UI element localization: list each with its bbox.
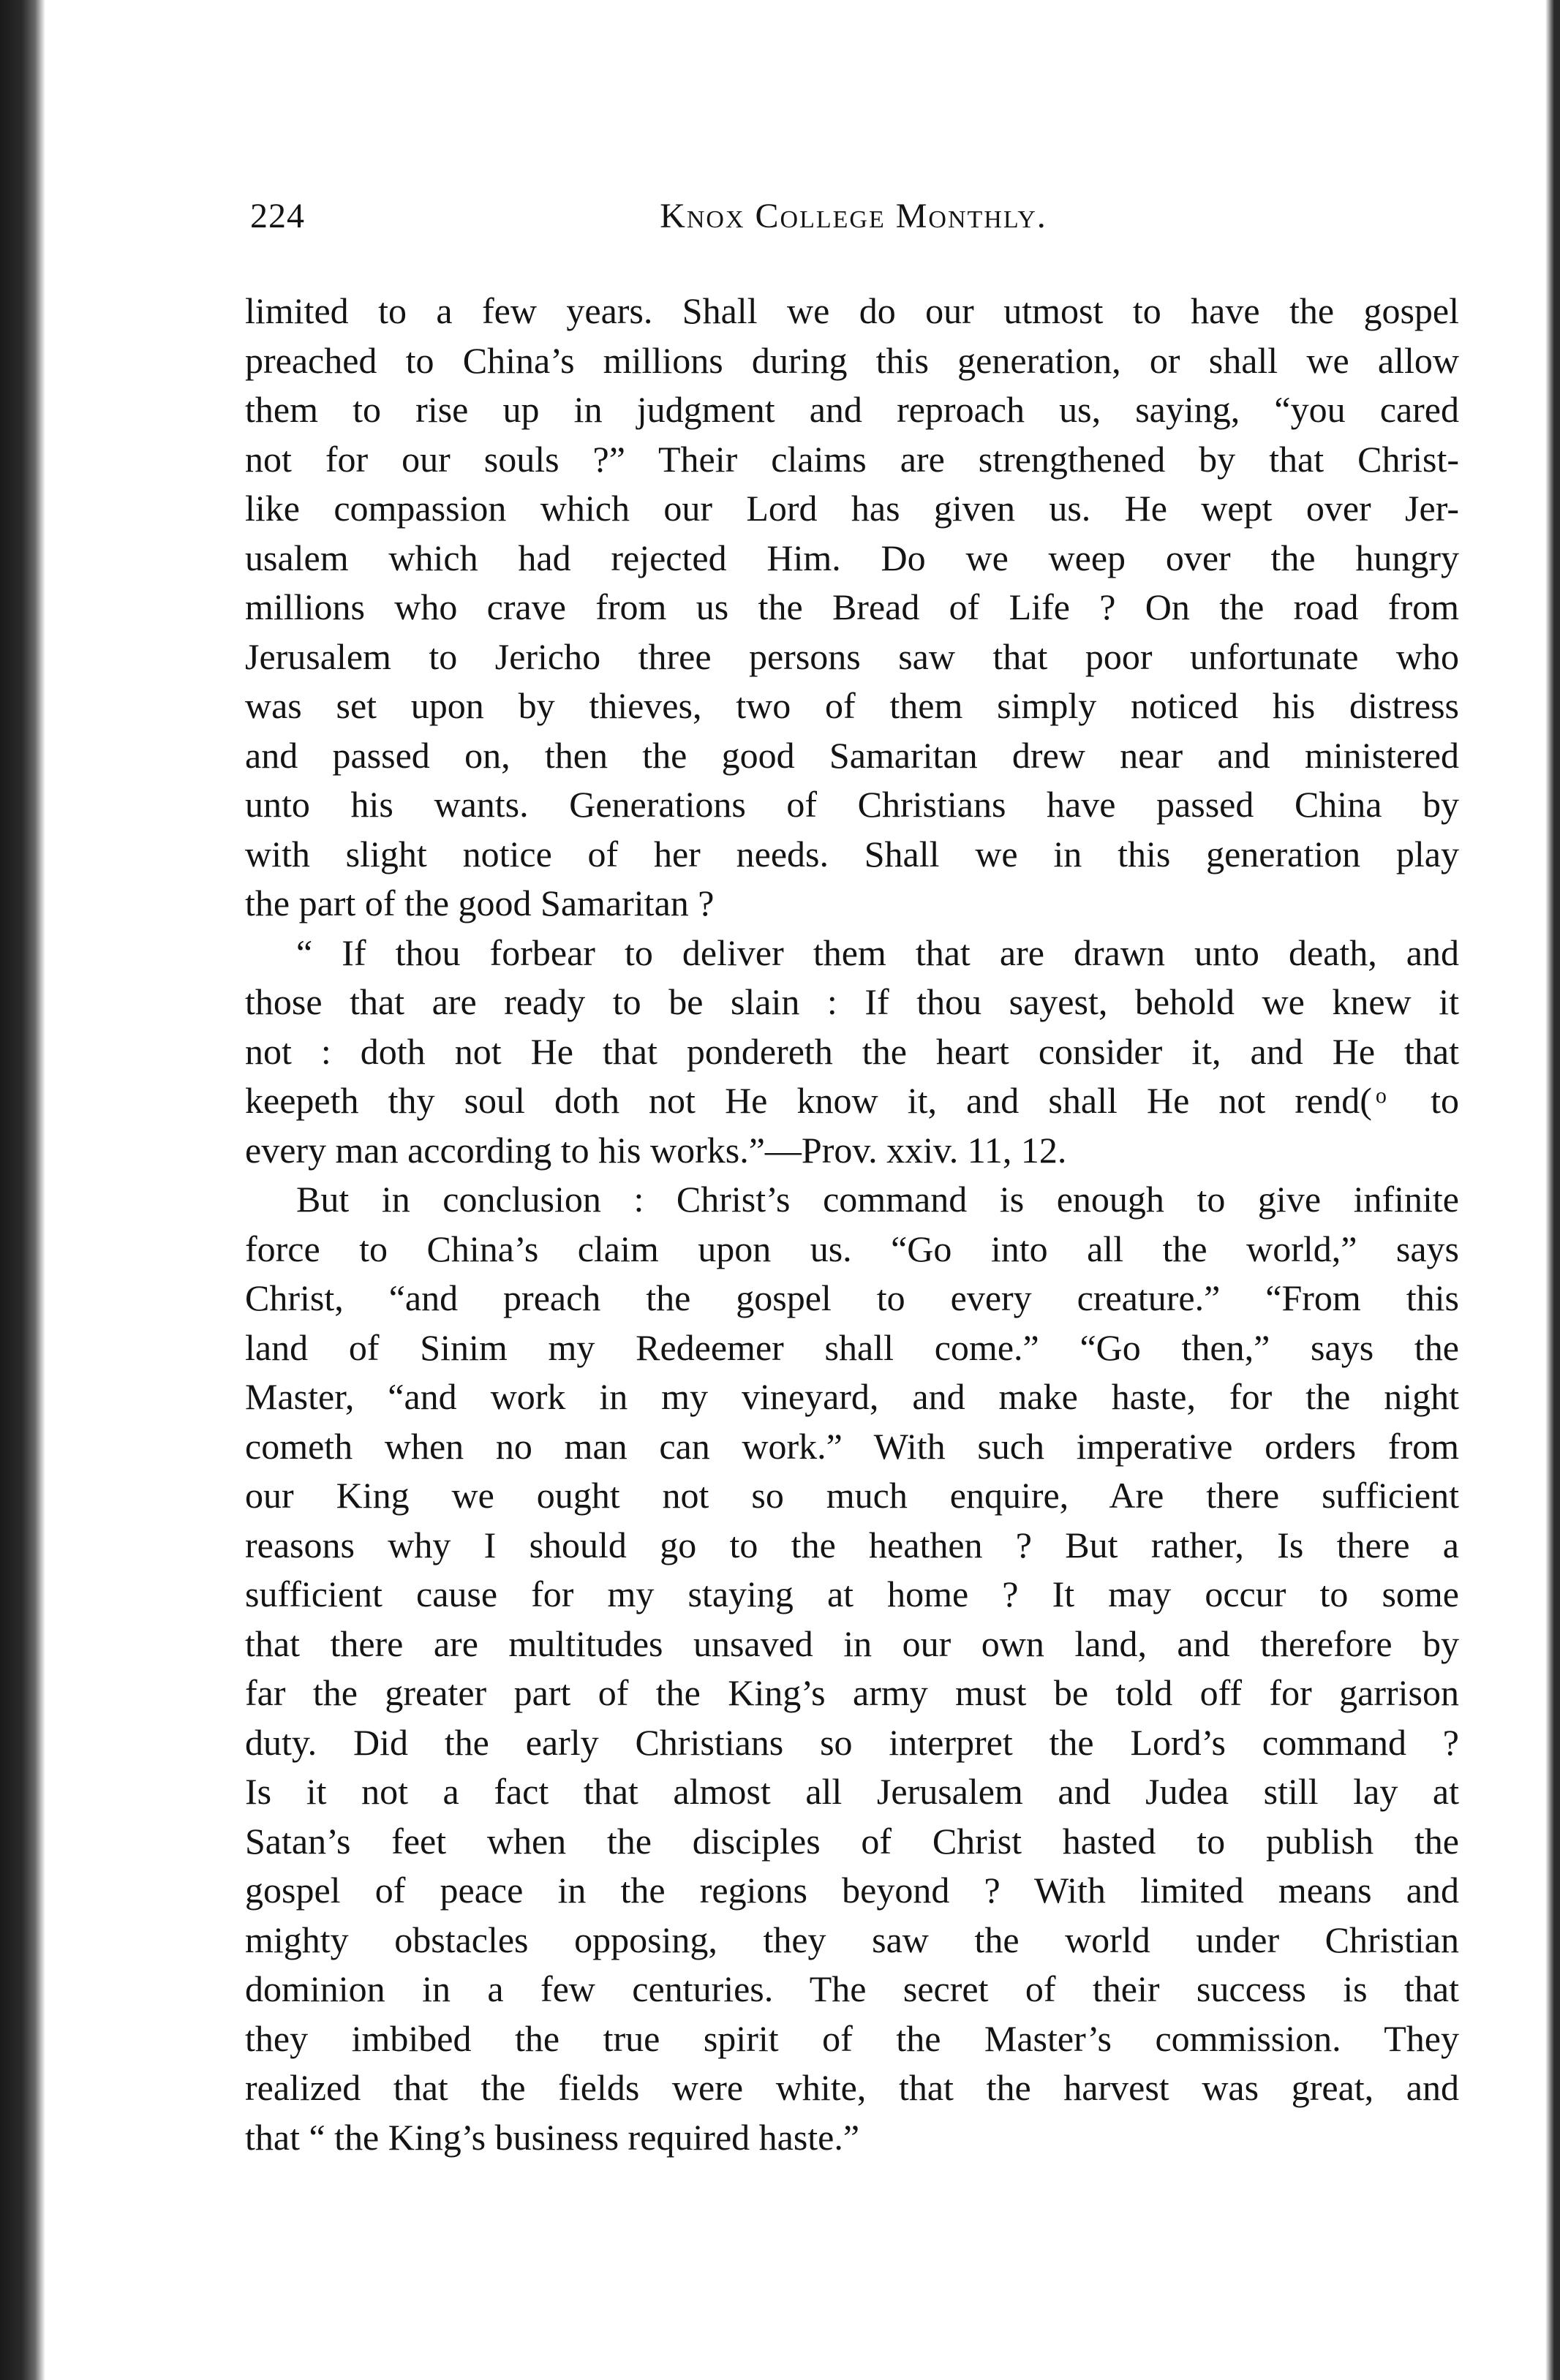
text-line: usalem which had rejected Him. Do we weep over the hungry: [245, 537, 1459, 578]
text-line: But in conclusion : Christ’s command is enough to give infinite: [296, 1179, 1459, 1220]
text-line: Christ, “and preach the gospel to every creature.” “From this: [245, 1277, 1459, 1318]
text-line: with slight notice of her needs. Shall we in this generation play: [245, 833, 1459, 874]
text-line: and passed on, then the good Samaritan drew near and ministered: [245, 734, 1459, 776]
text-line: that there are multitudes unsaved in our own land, and therefore by: [245, 1622, 1459, 1664]
text-line: keepeth thy soul doth not He know it, and shall He not rend( ͦ to: [245, 1080, 1459, 1121]
text-line: preached to China’s millions during this generation, or shall we allow: [245, 339, 1459, 381]
journal-title: Knox College Monthly.: [660, 197, 1047, 235]
scan-edge-right: [1545, 0, 1560, 2380]
text-line: “ If thou forbear to deliver them that are drawn unto death, and: [296, 932, 1459, 973]
page-number: 224: [250, 197, 305, 235]
text-line: force to China’s claim upon us. “Go into all the world,” says: [245, 1228, 1459, 1269]
text-line: not : doth not He that pondereth the heart consider it, and He that: [245, 1030, 1459, 1072]
text-line: mighty obstacles opposing, they saw the world under Christian: [245, 1919, 1459, 1960]
text-line: every man according to his works.”—Prov. xxiv. 11, 12.: [245, 1129, 1067, 1171]
body-text: [245, 287, 1459, 2162]
text-line: land of Sinim my Redeemer shall come.” “Go then,” says the: [245, 1326, 1459, 1368]
text-line: those that are ready to be slain : If thou sayest, behold we knew it: [245, 981, 1459, 1022]
text-line: unto his wants. Generations of Christians have passed China by: [245, 784, 1459, 825]
text-line: the part of the good Samaritan ?: [245, 883, 715, 923]
text-line: not for our souls ?” Their claims are strengthened by that Christ-: [245, 438, 1459, 480]
text-line: reasons why I should go to the heathen ? But rather, Is there a: [245, 1524, 1459, 1565]
text-line: realized that the fields were white, that the harvest was great, and: [245, 2067, 1459, 2108]
text-line: limited to a few years. Shall we do our utmost to have the gospel: [245, 290, 1459, 331]
text-line: cometh when no man can work.” With such imperative orders from: [245, 1425, 1459, 1467]
text-line: Is it not a fact that almost all Jerusalem and Judea still lay at: [245, 1771, 1459, 1812]
running-header: [250, 196, 1457, 247]
text-line: they imbibed the true spirit of the Master’s commission. They: [245, 2017, 1459, 2059]
text-line: Jerusalem to Jericho three persons saw that poor unfortunate who: [245, 635, 1459, 677]
text-line: our King we ought not so much enquire, Are there sufficient: [245, 1475, 1459, 1516]
scan-edge-left: [0, 0, 45, 2380]
text-line: dominion in a few centuries. The secret of their success is that: [245, 1968, 1459, 2009]
text-line: like compassion which our Lord has given us. He wept over Jer-: [245, 488, 1459, 529]
text-line: was set upon by thieves, two of them simply noticed his distress: [245, 685, 1459, 726]
text-line: duty. Did the early Christians so interpret the Lord’s command ?: [245, 1721, 1459, 1763]
text-line: sufficient cause for my staying at home ? It may occur to some: [245, 1574, 1459, 1614]
text-line: far the greater part of the King’s army must be told off for garrison: [245, 1672, 1459, 1713]
text-line: gospel of peace in the regions beyond ? With limited means and: [245, 1870, 1459, 1911]
text-line: them to rise up in judgment and reproach us, saying, “you cared: [245, 389, 1459, 430]
text-line: that “ the King’s business required haste.”: [245, 2116, 860, 2158]
text-line: Satan’s feet when the disciples of Christ hasted to publish the: [245, 1820, 1459, 1862]
text-line: Master, “and work in my vineyard, and make haste, for the night: [245, 1376, 1459, 1417]
text-line: millions who crave from us the Bread of Life ? On the road from: [245, 586, 1459, 627]
